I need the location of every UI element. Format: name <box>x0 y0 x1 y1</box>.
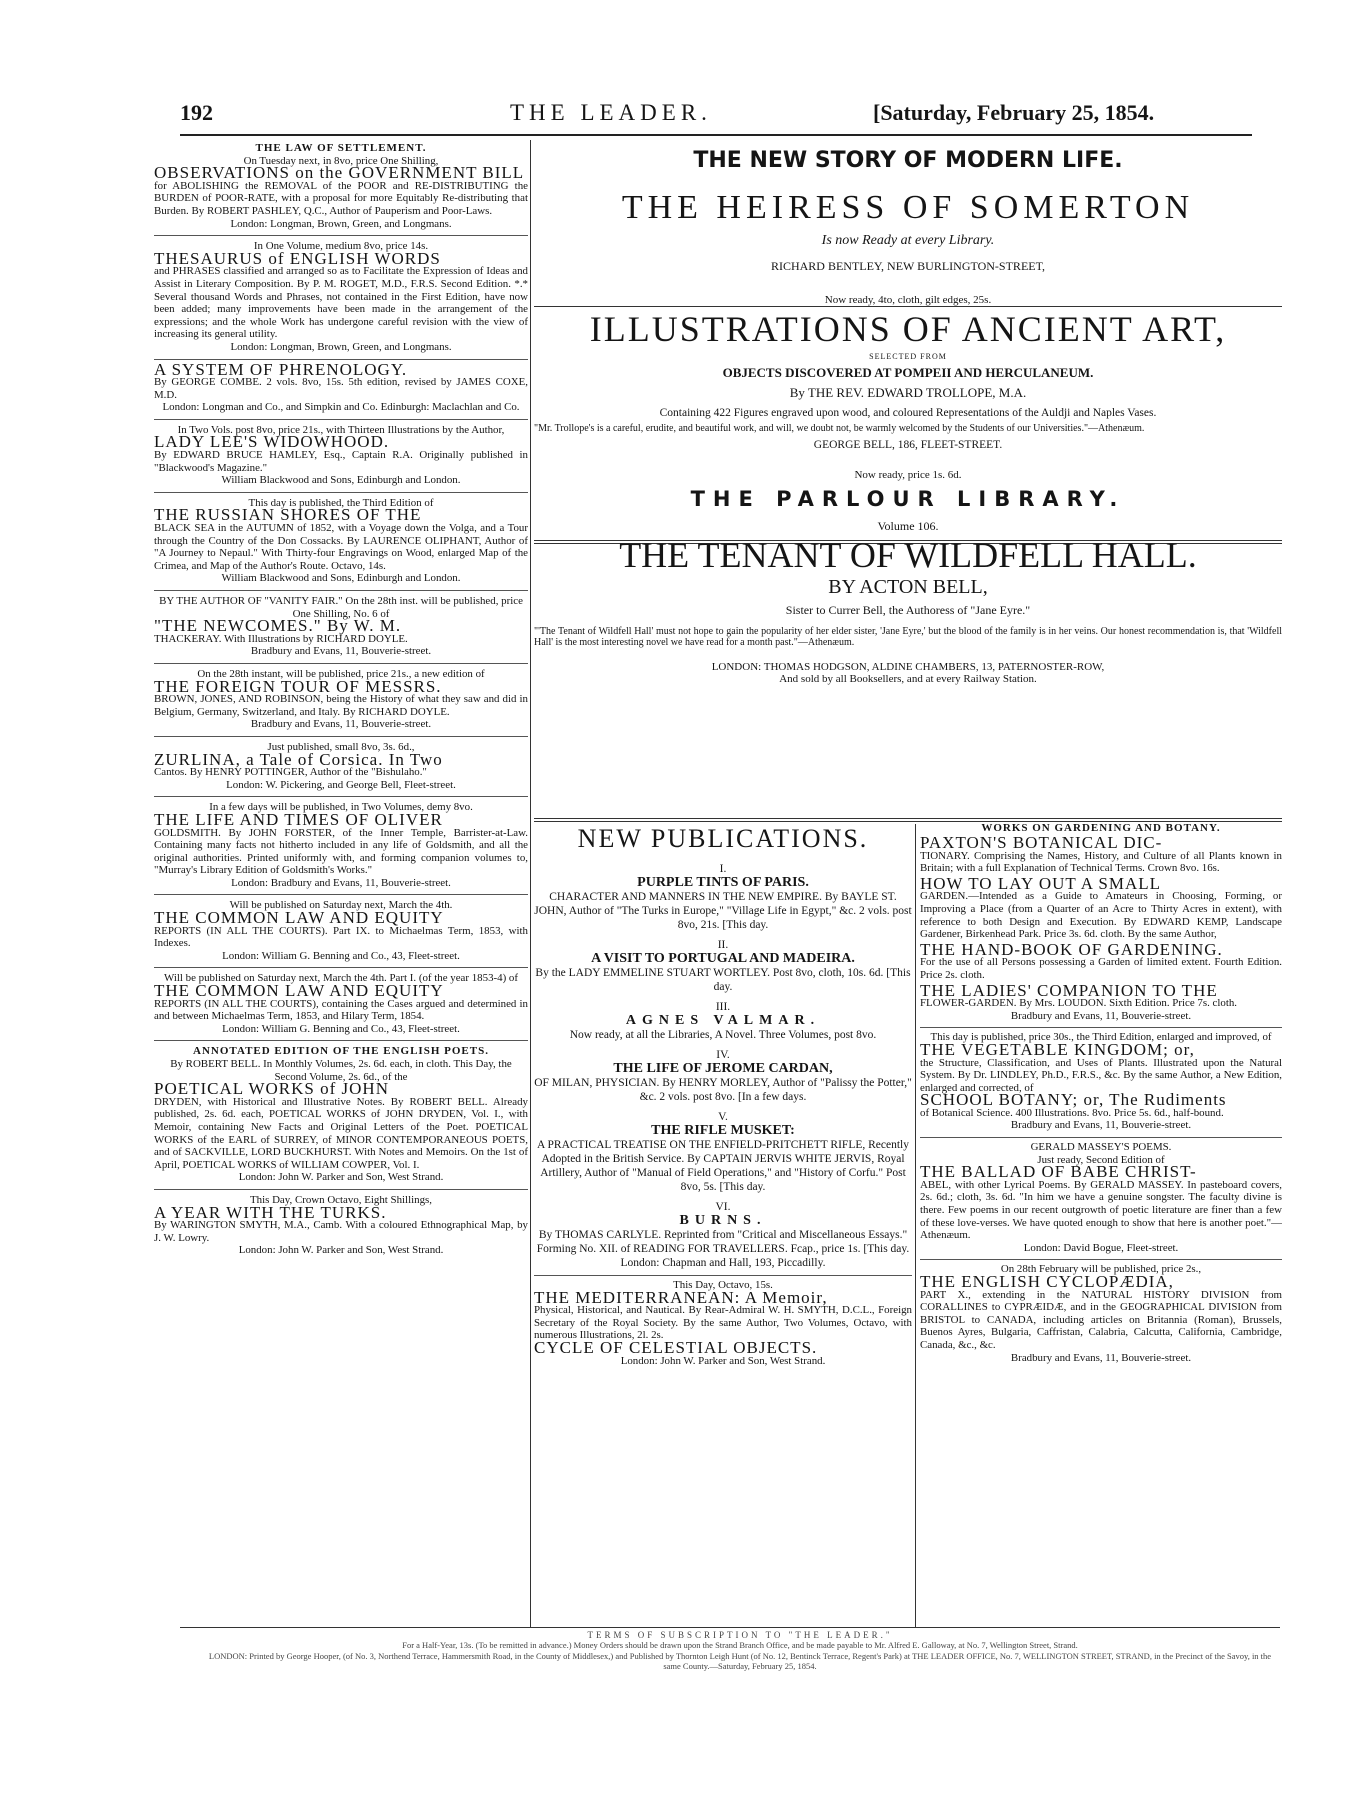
ad-body: GARDEN.—Intended as a Guide to Amateurs in Choosing, Forming, or Improving a Place (from a Quarter of an Acre to Thirty Acres in extent), with reference to both Design and Execution. By EDWARD KEMP, Landscape Gardener, Birkenhead Park. Price 3s. 6d. cloth. By the same Author, <box>920 890 1282 941</box>
ad-publisher: Bradbury and Evans, 11, Bouverie-street. <box>250 645 432 658</box>
ad-publisher: William Blackwood and Sons, Edinburgh and London. <box>221 572 461 585</box>
heiress-title: THE HEIRESS OF SOMERTON <box>621 189 1195 226</box>
ad-title: THE RUSSIAN SHORES OF THE <box>154 505 422 525</box>
subscription-terms: TERMS OF SUBSCRIPTION TO "THE LEADER." <box>587 1630 893 1640</box>
ad-title: PAXTON'S BOTANICAL DIC- <box>920 833 1163 852</box>
item-number: VI. <box>715 1201 731 1213</box>
garden-item <box>920 873 1282 941</box>
heiress-subtitle: Is now Ready at every Library. <box>821 233 995 248</box>
ad-title: THE COMMON LAW AND EQUITY <box>154 908 444 928</box>
ad-subtitle: Will be published on Saturday next, March the 4th. Part I. (of the year 1853-4) of <box>163 972 519 985</box>
publication-item <box>534 1200 912 1256</box>
ad-subtitle: In a few days will be published, in Two Volumes, demy 8vo. <box>209 801 473 814</box>
ad-body: ABEL, with other Lyrical Poems. By GERALD MASSEY. In pasteboard covers, 2s. 6d.; cloth, 3s. 6d. "In him we have a genuine songster. The faculty divine is there. Few poems in our recent outgrowth of poetic literature are finer than a few of these love-verses. We have quoted enough to show that here is another poet."—Athenæum. <box>920 1178 1282 1242</box>
garden-item <box>920 833 1282 875</box>
newspaper-title: THE LEADER. <box>510 100 712 125</box>
ad-body: By WARINGTON SMYTH, M.A., Camb. With a coloured Ethnographical Map, by J. W. Lowry. <box>154 1219 528 1244</box>
parlour-price: Now ready, price 1s. 6d. <box>854 468 962 481</box>
tenant-quote: "'The Tenant of Wildfell Hall' must not hope to gain the popularity of her elder sister, 'Jane Eyre,' but the blood of the family is in her veins. Our honest recommendation is, that 'Wildfell Hall' is the most interesting novel we have read for a month past."—Athenæum. <box>534 625 1282 648</box>
ad-subtitle: This day is published, the Third Edition of <box>248 496 434 509</box>
publication-item <box>534 1000 912 1042</box>
gardening-heading: WORKS ON GARDENING AND BOTANY. <box>981 822 1221 834</box>
ad-subtitle: On 28th February will be published, price 2s., <box>1000 1263 1202 1276</box>
ad-body: DRYDEN, with Historical and Illustrative Notes. By ROBERT BELL. Already published, 2s. 6d. each, POETICAL WORKS of JOHN DRYDEN, Vol. I., with Memoir, containing New Facts and Original Letters of the Poet. POETICAL WORKS of the EARL of SURREY, of MINOR CONTEMPORANEOUS POETS, and of SACKVILLE, LORD BUCKHURST. With Notes and Memoirs. On the 1st of April, POETICAL WORKS of WILLIAM COWPER, Vol. I. <box>154 1095 528 1171</box>
ad-foreign-tour <box>154 668 528 737</box>
ad-phrenology <box>154 359 528 420</box>
ad-publisher: London: William G. Benning and Co., 43, Fleet-street. <box>222 1022 460 1035</box>
ad-publisher: London: John W. Parker and Son, West Strand. <box>620 1354 826 1367</box>
ad-publisher: Bradbury and Evans, 11, Bouverie-street. <box>1010 1009 1192 1022</box>
ad-title: CYCLE OF CELESTIAL OBJECTS. <box>534 1337 818 1357</box>
publication-item <box>534 938 912 994</box>
bentley-publisher: RICHARD BENTLEY, NEW BURLINGTON-STREET, <box>770 259 1046 273</box>
sold-by: And sold by all Booksellers, and at every Railway Station. <box>779 672 1037 685</box>
hodgson-publisher: LONDON: THOMAS HODGSON, ALDINE CHAMBERS, 13, PATERNOSTER-ROW, <box>711 660 1105 673</box>
ad-zurlina <box>154 741 528 797</box>
ad-body: for ABOLISHING the REMOVAL of the POOR and RE-DISTRIBUTING the BURDEN of POOR-RATE, with a proposal for more Equitably Re-distributing that Burden. By ROBERT PASHLEY, Q.C., Author of Pauperism and Poor-Laws. <box>154 179 528 217</box>
ad-common-law-2 <box>154 972 528 1041</box>
illustrations-selected: SELECTED FROM <box>869 352 947 361</box>
ad-body: Cantos. By HENRY POTTINGER, Author of the "Bishulaho." <box>154 766 427 779</box>
bell-publisher: GEORGE BELL, 186, FLEET-STREET. <box>813 438 1003 451</box>
item-title: THE RIFLE MUSKET: <box>651 1123 795 1138</box>
ad-title: "THE NEWCOMES." By W. M. <box>154 616 402 636</box>
garden-item <box>920 939 1282 982</box>
item-title: BURNS. <box>679 1213 767 1228</box>
ad-subtitle: This Day, Crown Octavo, Eight Shillings, <box>249 1193 432 1206</box>
item-number: II. <box>717 939 729 951</box>
ad-subtitle: On the 28th instant, will be published, price 21s., a new edition of <box>197 667 485 680</box>
ad-subtitle: This day is published, price 30s., the Third Edition, enlarged and improved, of <box>930 1031 1272 1044</box>
volume-number: Volume 106. <box>877 518 939 533</box>
ad-subtitle: Just ready, Second Edition of <box>1037 1153 1165 1166</box>
footer-line-1: For a Half-Year, 13s. (To be remitted in advance.) Money Orders should be drawn upon the Strand Branch Office, and be made payable to Mr. Alfred E. Galloway, at No. 7, Wellington Street, Strand. <box>402 1640 1078 1651</box>
page-number: 192 <box>180 100 213 125</box>
gardening-column <box>920 822 1282 1627</box>
ad-publisher: London: William G. Benning and Co., 43, Fleet-street. <box>222 949 460 962</box>
item-number: V. <box>718 1111 728 1123</box>
item-body: Now ready, at all the Libraries, A Novel. Three Volumes, post 8vo. <box>569 1029 877 1041</box>
ad-cyclopaedia <box>920 1259 1282 1364</box>
ad-title: THE MEDITERRANEAN: A Memoir, <box>534 1287 828 1307</box>
ad-body: GOLDSMITH. By JOHN FORSTER, of the Inner Temple, Barrister-at-Law. Containing many facts not hitherto included in any life of Goldsmith, and all the original authorities. Printed uniformly with, and forming companion volumes to, "Murray's Library Edition of Goldsmith's Works." <box>154 826 528 877</box>
ad-publisher: London: Bradbury and Evans, 11, Bouverie-street. <box>231 876 451 889</box>
ad-heading: GERALD MASSEY'S POEMS. <box>1030 1141 1172 1154</box>
item-number: I. <box>719 863 727 875</box>
illustrations-quote: "Mr. Trollope's is a careful, erudite, and beautiful work, and will, we doubt not, be warmly welcomed by the Students of our Universities."—Athenæum. <box>534 423 1145 434</box>
top-right-advertisements <box>534 142 1282 818</box>
illustrations-author: By THE REV. EDWARD TROLLOPE, M.A. <box>789 385 1027 400</box>
ad-body: BLACK SEA in the AUTUMN of 1852, with a Voyage down the Volga, and a Tour through the Country of the Don Cossacks. By LAURENCE OLIPHANT, Author of "A Journey to Nepaul." With Thirty-four Engravings on Wood, enlarged Map of the Crimea, and Map of the Author's Route. Octavo, 14s. <box>154 522 528 572</box>
ad-subtitle: Just published, small 8vo, 3s. 6d., <box>267 740 415 753</box>
ad-body: of Botanical Science. 400 Illustrations. 8vo. Price 5s. 6d., half-bound. <box>920 1106 1224 1119</box>
ad-subtitle: In Two Vols. post 8vo, price 21s., with Thirteen Illustrations by the Author, <box>177 423 505 436</box>
ad-massey <box>920 1137 1282 1254</box>
ad-publisher: London: David Bogue, Fleet-street. <box>1023 1241 1179 1254</box>
ad-publisher: London: Longman and Co., and Simpkin and Co. Edinburgh: Maclachlan and Co. <box>162 401 520 414</box>
tenant-title: THE TENANT OF WILDFELL HALL. <box>619 534 1197 575</box>
ad-subtitle: BY THE AUTHOR OF "VANITY FAIR." On the 28th inst. will be published, price One Shilling, No. 6 of <box>159 595 523 620</box>
ad-title: A SYSTEM OF PHRENOLOGY. <box>154 359 408 379</box>
ad-title: THE BALLAD OF BABE CHRIST- <box>920 1162 1197 1182</box>
ad-subtitle: By ROBERT BELL. In Monthly Volumes, 2s. 6d. each, in cloth. This Day, the Second Volume, 2s. 6d., of the <box>170 1058 512 1083</box>
ad-title: THE ENGLISH CYCLOPÆDIA, <box>920 1272 1174 1291</box>
ad-law-of-settlement <box>154 142 528 236</box>
ad-year-with-turks <box>154 1194 528 1257</box>
ad-newcomes <box>154 595 528 664</box>
ad-title: ZURLINA, a Tale of Corsica. In Two <box>154 749 443 769</box>
new-publications-column <box>534 822 912 1627</box>
publication-item <box>534 1048 912 1104</box>
ad-title: A YEAR WITH THE TURKS. <box>154 1202 387 1222</box>
ad-publisher: William Blackwood and Sons, Edinburgh and London. <box>221 474 461 487</box>
ad-body: THACKERAY. With Illustrations by RICHARD DOYLE. <box>154 632 408 645</box>
ad-publisher: London: John W. Parker and Son, West Strand. <box>238 1244 444 1257</box>
illustrations-objects: OBJECTS DISCOVERED AT POMPEII AND HERCULANEUM. <box>722 365 1094 380</box>
illustrations-price: Now ready, 4to, cloth, gilt edges, 25s. <box>824 294 992 306</box>
ad-publisher: Bradbury and Evans, 11, Bouverie-street. <box>1010 1119 1192 1132</box>
ad-title: HOW TO LAY OUT A SMALL <box>920 873 1161 893</box>
ad-subtitle: On Tuesday next, in 8vo, price One Shilling, <box>243 154 439 167</box>
new-publications-title: NEW PUBLICATIONS. <box>577 824 869 853</box>
story-banner: THE NEW STORY OF MODERN LIFE. <box>693 148 1123 173</box>
ad-publisher: London: John W. Parker and Son, West Strand. <box>238 1171 444 1184</box>
item-title: THE LIFE OF JEROME CARDAN, <box>613 1061 833 1076</box>
left-advertisement-column <box>154 142 528 1627</box>
ad-body: TIONARY. Comprising the Names, History, and Culture of all Plants known in Britain; with a full Explanation of Technical Terms. Crown 8vo. 16s. <box>920 849 1282 875</box>
item-body: By THOMAS CARLYLE. Reprinted from "Critical and Miscellaneous Essays." Forming No. XII. of READING FOR TRAVELLERS. Fcap., price 1s. [This day. <box>536 1229 910 1255</box>
ad-title: THE HAND-BOOK OF GARDENING. <box>920 939 1223 959</box>
publication-item <box>534 1110 912 1194</box>
ad-title: SCHOOL BOTANY; or, The Rudiments <box>920 1090 1227 1110</box>
ad-title: LADY LEE'S WIDOWHOOD. <box>154 432 390 452</box>
ad-body: REPORTS (IN ALL THE COURTS). Part IX. to Michaelmas Term, 1853, with Indexes. <box>154 924 528 950</box>
ad-lady-lee <box>154 424 528 493</box>
ad-publisher: London: Longman, Brown, Green, and Longmans. <box>230 217 452 230</box>
footer-line-2: LONDON: Printed by George Hooper, (of No. 3, Northend Terrace, Hammersmith Road, in the County of Middlesex,) and Published by Thornton Leigh Hunt (of No. 12, Bentinck Terrace, Regent's Park) at THE LEADER OFFICE, No. 7, WELLINGTON STREET, STRAND, in the Precinct of the Savoy, in the same County.—Saturday, February 25, 1854. <box>208 1650 1272 1672</box>
ad-title: POETICAL WORKS of JOHN <box>154 1079 389 1099</box>
ad-vegetable-kingdom <box>920 1027 1282 1132</box>
ad-body: the Structure, Classification, and Uses of Plants. Illustrated upon the Natural System. By Dr. LINDLEY, Ph.D., F.R.S., &c. By the same Author, a New Edition, enlarged and corrected, of <box>920 1056 1282 1094</box>
garden-item <box>920 980 1282 1010</box>
ad-body: PART X., extending in the NATURAL HISTORY DIVISION from CORALLINES to CYPRÆIDÆ, and in the GEOGRAPHICAL DIVISION from BRISTOL to CANADA, including articles on Britannia (Roman), Brussels, Buenos Ayres, Bulgaria, Caffristan, Calabria, Calcutta, California, Cambridge, Canada, &c., &c. <box>920 1288 1282 1351</box>
ad-heading: ANNOTATED EDITION OF THE ENGLISH POETS. <box>193 1045 489 1058</box>
ad-title: THE FOREIGN TOUR OF MESSRS. <box>154 676 442 696</box>
ad-common-law-1 <box>154 899 528 968</box>
ad-publisher: Bradbury and Evans, 11, Bouverie-street. <box>1010 1351 1192 1364</box>
item-body: CHARACTER AND MANNERS IN THE NEW EMPIRE. By BAYLE ST. JOHN, Author of "The Turks in Europe," "Village Life in Egypt," &c. 2 vols. post 8vo, 21s. [This day. <box>534 891 912 931</box>
ad-goldsmith <box>154 801 528 895</box>
ad-body: and PHRASES classified and arranged so as to Facilitate the Expression of Ideas and Assist in Literary Composition. By P. M. ROGET, M.D., F.R.S. Second Edition. *.* Several thousand Words and Phrases, not contained in the First Edition, have now been added; many improvements have been made in the arrangement of the expressions; and the whole Work has undergone careful revision with the view of increasing its general utility. <box>154 265 528 341</box>
tenant-author: BY ACTON BELL, <box>828 575 988 598</box>
ad-body: FLOWER-GARDEN. By Mrs. LOUDON. Sixth Edition. Price 7s. cloth. <box>920 997 1238 1010</box>
ad-publisher: London: Longman, Brown, Green, and Longmans. <box>230 340 452 353</box>
ad-body: BROWN, JONES, AND ROBINSON, being the History of what they saw and did in Belgium, Germany, Switzerland, and Italy. By RICHARD DOYLE. <box>154 693 528 718</box>
illustrations-title: ILLUSTRATIONS OF ANCIENT ART, <box>589 309 1227 349</box>
item-number: IV. <box>716 1049 730 1061</box>
tenant-sister: Sister to Currer Bell, the Authoress of "Jane Eyre." <box>785 602 1031 617</box>
ad-russian-shores <box>154 497 528 591</box>
ad-title: THE VEGETABLE KINGDOM; or, <box>920 1039 1195 1059</box>
issue-date: [Saturday, February 25, 1854. <box>873 100 1155 125</box>
ad-body: For the use of all Persons possessing a Garden of limited extent. Fourth Edition. Price 2s. cloth. <box>920 956 1282 981</box>
page-header <box>180 100 1252 136</box>
ad-title: THE COMMON LAW AND EQUITY <box>154 981 444 1001</box>
ad-title: THE LADIES' COMPANION TO THE <box>920 980 1218 1000</box>
item-body: OF MILAN, PHYSICIAN. By HENRY MORLEY, Author of "Palissy the Potter," &c. 2 vols. post 8vo. [In a few days. <box>534 1077 912 1103</box>
page-footer <box>200 1630 1280 1672</box>
parlour-library-title: THE PARLOUR LIBRARY. <box>690 486 1126 511</box>
ad-body: Physical, Historical, and Nautical. By Rear-Admiral W. H. SMYTH, D.C.L., Foreign Secretary of the Royal Society. By the same Author, Two Volumes, Octavo, with numerous Illustrations, 2l. 2s. <box>534 1304 912 1342</box>
item-number: III. <box>715 1001 731 1013</box>
ad-subtitle: This Day, Octavo, 15s. <box>673 1279 773 1291</box>
ad-english-poets <box>154 1045 528 1190</box>
ad-title: OBSERVATIONS on the GOVERNMENT BILL <box>154 163 525 183</box>
ad-subtitle: Will be published on Saturday next, March the 4th. <box>229 899 453 912</box>
ad-heading: THE LAW OF SETTLEMENT. <box>255 142 427 154</box>
ad-body: By GEORGE COMBE. 2 vols. 8vo, 15s. 5th edition, revised by JAMES COXE, M.D. <box>154 376 528 401</box>
item-body: By the LADY EMMELINE STUART WORTLEY. Post 8vo, cloth, 10s. 6d. [This day. <box>535 967 911 993</box>
ad-title: THE LIFE AND TIMES OF OLIVER <box>154 809 443 829</box>
ad-body: By EDWARD BRUCE HAMLEY, Esq., Captain R.A. Originally published in "Blackwood's Magazine." <box>154 449 528 474</box>
item-body: A PRACTICAL TREATISE ON THE ENFIELD-PRITCHETT RIFLE, Recently Adopted in the British Service. By CAPTAIN JERVIS WHITE JERVIS, Royal Artillery, Author of "Manual of Field Operations," and "History of Corfu." Post 8vo, 5s. [This day. <box>536 1139 910 1193</box>
ad-title: THESAURUS of ENGLISH WORDS <box>154 248 441 268</box>
publication-item <box>534 862 912 932</box>
ad-body: REPORTS (IN ALL THE COURTS), containing the Cases argued and determined in and between Michaelmas Term, 1853, and Hilary Term, 1854. <box>154 997 528 1023</box>
illustrations-description: Containing 422 Figures engraved upon wood, and coloured Representations of the Auldji and Naples Vases. <box>659 407 1157 419</box>
item-title: A VISIT TO PORTUGAL AND MADEIRA. <box>591 951 855 966</box>
chapman-publisher: London: Chapman and Hall, 193, Piccadilly. <box>620 1257 826 1269</box>
item-title: AGNES VALMAR. <box>625 1013 821 1028</box>
ad-thesaurus <box>154 240 528 359</box>
ad-publisher: London: W. Pickering, and George Bell, Fleet-street. <box>226 778 456 791</box>
ad-subtitle: In One Volume, medium 8vo, price 14s. <box>253 240 429 253</box>
item-title: PURPLE TINTS OF PARIS. <box>637 875 809 890</box>
ad-mediterranean <box>534 1275 912 1367</box>
ad-publisher: Bradbury and Evans, 11, Bouverie-street. <box>250 718 432 731</box>
